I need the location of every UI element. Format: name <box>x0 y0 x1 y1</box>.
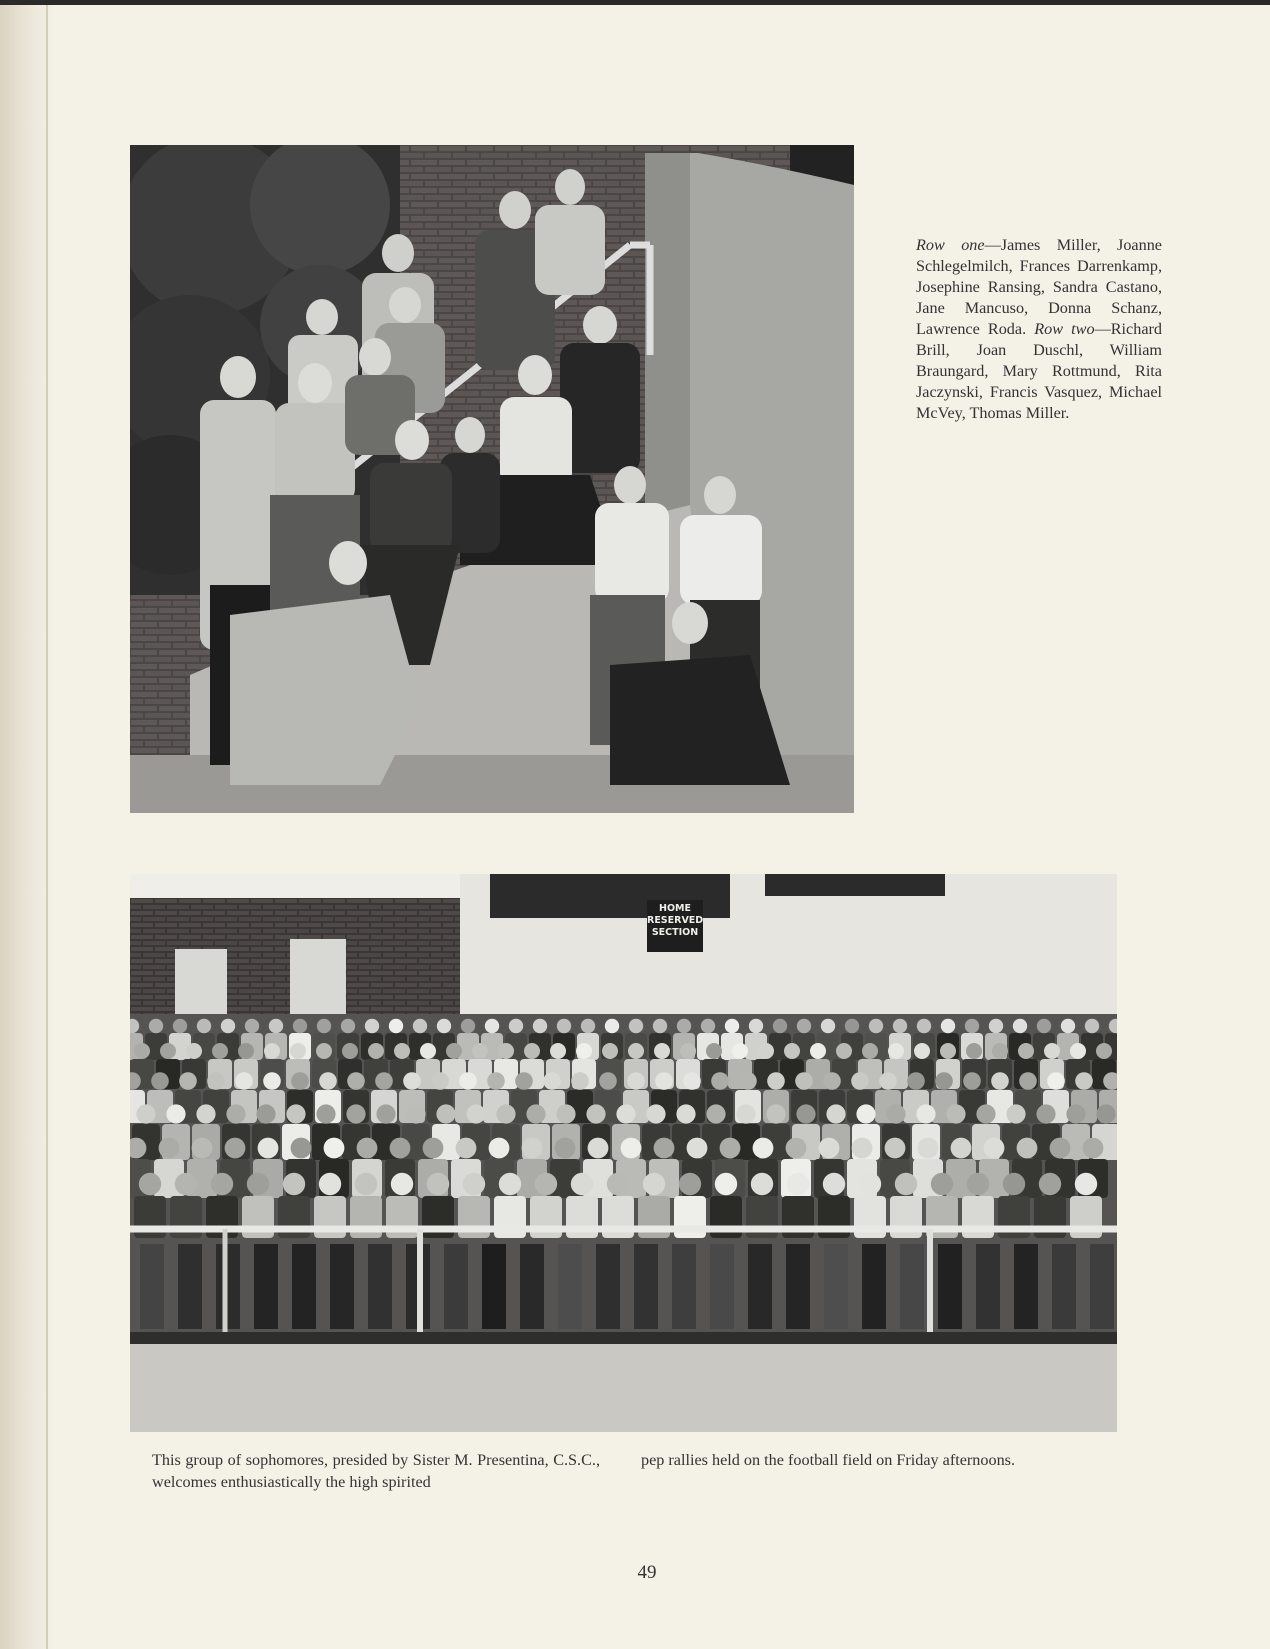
sign-line-reserved: RESERVED <box>647 915 704 926</box>
crowd-caption-right: pep rallies held on the football field on Friday afternoons. <box>641 1451 1016 1469</box>
crowd-photo <box>130 874 1117 1432</box>
row-one-label: Row one <box>916 236 985 254</box>
crowd-caption-left: This group of sophomores, presided by Sister M. Presentina, C.S.C., welcomes enthusiastically the high spirited <box>152 1451 600 1491</box>
sign-line-home: HOME <box>659 903 691 914</box>
binding-fold <box>46 0 48 1649</box>
sign-text <box>647 903 703 939</box>
page-number: 49 <box>637 1562 657 1583</box>
row-two-label: Row two <box>1034 320 1095 338</box>
group-photo <box>130 145 854 813</box>
page-top-edge <box>0 0 1270 5</box>
row-two-names: —Richard Brill, Joan Duschl, William Braungard, Mary Rottmund, Rita Jaczynski, Francis Vasquez, Michael McVey, Thomas Miller. <box>916 320 1162 422</box>
row-one-names: —James Miller, Joanne Schlegelmilch, Frances Darrenkamp, Josephine Ransing, Sandra Castano, Jane Mancuso, Donna Schanz, Lawrence Roda. <box>916 236 1162 338</box>
group-photo-caption <box>916 235 1162 424</box>
sign-line-section: SECTION <box>651 927 699 938</box>
